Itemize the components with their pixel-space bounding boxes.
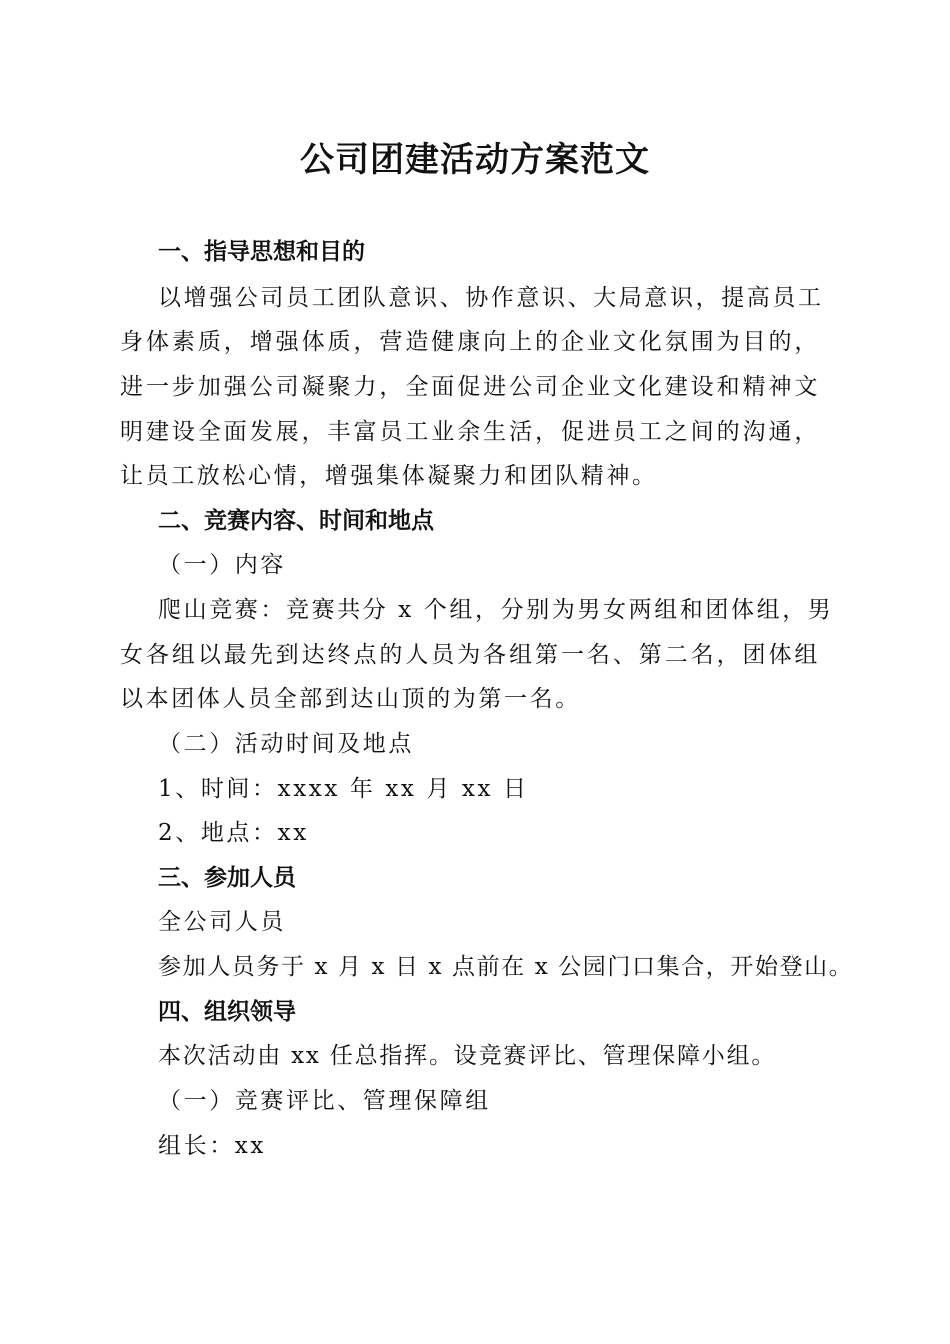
section-2-paragraph-line: 以本团体人员全部到达山顶的为第一名。: [120, 686, 581, 712]
section-1-paragraph-line: 身体素质，增强体质，营造健康向上的企业文化氛围为目的，: [120, 329, 820, 355]
section-2-paragraph-line: 女各组以最先到达终点的人员为各组第一名、第二名，团体组: [120, 642, 820, 668]
section-4-heading: 四、组织领导: [158, 999, 296, 1025]
participants: 全公司人员: [158, 909, 286, 935]
organization-statement: 本次活动由 xx 任总指挥。设竞赛评比、管理保障小组。: [158, 1043, 777, 1069]
section-1-paragraph-line: 以增强公司员工团队意识、协作意识、大局意识，提高员工: [158, 285, 824, 311]
event-place: 2、地点：xx: [158, 820, 309, 846]
section-2-heading: 二、竞赛内容、时间和地点: [158, 508, 434, 534]
event-time: 1、时间：xxxx 年 xx 月 xx 日: [158, 776, 529, 802]
section-1-heading: 一、指导思想和目的: [158, 239, 365, 265]
section-2-subheading-content: （一）内容: [158, 552, 286, 578]
section-2-paragraph-line: 爬山竞赛：竞赛共分 x 个组，分别为男女两组和团体组，男: [158, 597, 834, 623]
section-4-subheading: （一）竞赛评比、管理保障组: [158, 1088, 491, 1114]
section-2-subheading-time-place: （二）活动时间及地点: [158, 731, 414, 757]
section-1-paragraph-line: 明建设全面发展，丰富员工业余生活，促进员工之间的沟通，: [120, 419, 820, 445]
section-1-paragraph-line: 进一步加强公司凝聚力，全面促进公司企业文化建设和精神文: [120, 374, 820, 400]
assembly-instruction: 参加人员务于 x 月 x 日 x 点前在 x 公园门口集合，开始登山。: [158, 954, 854, 980]
document-title: 公司团建活动方案范文: [300, 140, 650, 180]
section-1-paragraph-line: 让员工放松心情，增强集体凝聚力和团队精神。: [120, 463, 658, 489]
section-3-heading: 三、参加人员: [158, 865, 296, 891]
group-leader: 组长：xx: [158, 1133, 266, 1159]
